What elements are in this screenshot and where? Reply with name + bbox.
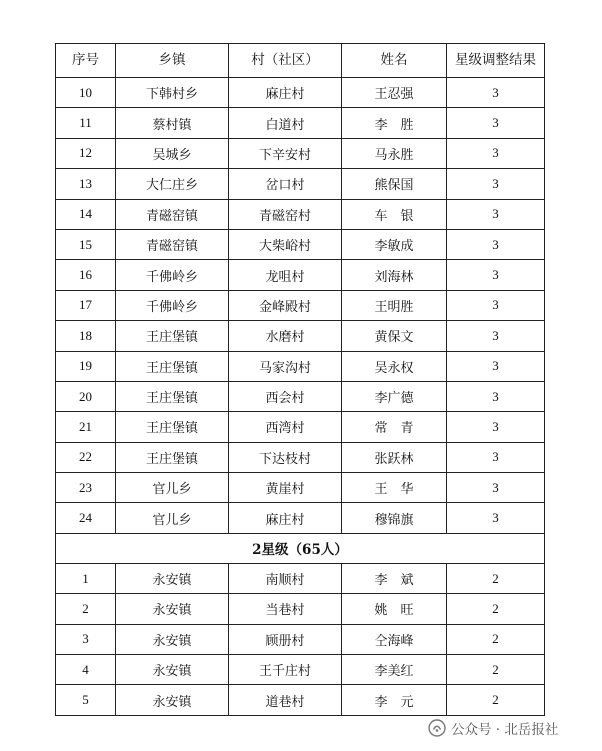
cell-township: 官儿乡: [116, 503, 229, 533]
cell-star-result: 3: [447, 473, 545, 503]
table-row: [56, 442, 545, 472]
document-sheet: [55, 43, 544, 716]
cell-star-result: 3: [447, 381, 545, 411]
cell-index: 20: [56, 381, 116, 411]
cell-star-result: 2: [447, 655, 545, 685]
cell-index: 3: [56, 624, 116, 654]
cell-village: 青磁窑村: [229, 199, 342, 229]
cell-village: 王千庄村: [229, 655, 342, 685]
wechat-official-account-icon: [428, 719, 446, 737]
header-index: 序号: [56, 44, 116, 78]
cell-star-result: 2: [447, 563, 545, 593]
cell-township: 永安镇: [116, 624, 229, 654]
cell-index: 10: [56, 78, 116, 108]
cell-name: 王 华: [342, 473, 447, 503]
cell-village: 当巷村: [229, 594, 342, 624]
cell-name: 常 青: [342, 412, 447, 442]
table-row: [56, 260, 545, 290]
cell-index: 19: [56, 351, 116, 381]
table-row: [56, 199, 545, 229]
cell-village: 岔口村: [229, 169, 342, 199]
cell-index: 16: [56, 260, 116, 290]
table-row: [56, 229, 545, 259]
cell-star-result: 2: [447, 685, 545, 715]
cell-name: 车 银: [342, 199, 447, 229]
cell-star-result: 3: [447, 503, 545, 533]
cell-index: 14: [56, 199, 116, 229]
cell-township: 永安镇: [116, 594, 229, 624]
watermark-text: 公众号 · 北岳报社: [451, 722, 559, 738]
cell-township: 王庄堡镇: [116, 381, 229, 411]
cell-index: 17: [56, 290, 116, 320]
table-row: [56, 412, 545, 442]
cell-village: 马家沟村: [229, 351, 342, 381]
cell-village: 西会村: [229, 381, 342, 411]
table-header-row: [56, 44, 545, 78]
cell-name: 穆锦旗: [342, 503, 447, 533]
table-row: [56, 685, 545, 715]
cell-name: 黄保文: [342, 321, 447, 351]
cell-name: 熊保国: [342, 169, 447, 199]
cell-name: 李 元: [342, 685, 447, 715]
cell-star-result: 3: [447, 199, 545, 229]
table-row: [56, 624, 545, 654]
cell-township: 王庄堡镇: [116, 351, 229, 381]
cell-index: 13: [56, 169, 116, 199]
cell-village: 下辛安村: [229, 138, 342, 168]
cell-name: 李广德: [342, 381, 447, 411]
cell-name: 吴永权: [342, 351, 447, 381]
table-row: [56, 138, 545, 168]
table-row: [56, 655, 545, 685]
cell-township: 王庄堡镇: [116, 442, 229, 472]
cell-name: 王明胜: [342, 290, 447, 320]
table-row: [56, 351, 545, 381]
table-row: [56, 503, 545, 533]
section-divider: [56, 533, 545, 563]
cell-township: 王庄堡镇: [116, 321, 229, 351]
cell-star-result: 3: [447, 78, 545, 108]
table-row: [56, 563, 545, 593]
cell-village: 道巷村: [229, 685, 342, 715]
cell-name: 李敏成: [342, 229, 447, 259]
table-row: [56, 473, 545, 503]
section-title: 2星级（65人）: [56, 533, 545, 563]
cell-star-result: 3: [447, 260, 545, 290]
cell-index: 5: [56, 685, 116, 715]
cell-village: 麻庄村: [229, 503, 342, 533]
cell-star-result: 3: [447, 138, 545, 168]
cell-township: 千佛岭乡: [116, 260, 229, 290]
cell-township: 大仁庄乡: [116, 169, 229, 199]
cell-village: 麻庄村: [229, 78, 342, 108]
header-village: 村（社区）: [229, 44, 342, 78]
cell-name: 马永胜: [342, 138, 447, 168]
cell-star-result: 2: [447, 594, 545, 624]
header-star-result: 星级调整结果: [447, 44, 545, 78]
table-row: [56, 381, 545, 411]
star-rating-table: [55, 43, 545, 716]
cell-index: 21: [56, 412, 116, 442]
cell-index: 18: [56, 321, 116, 351]
cell-index: 22: [56, 442, 116, 472]
cell-township: 永安镇: [116, 563, 229, 593]
cell-name: 李 斌: [342, 563, 447, 593]
cell-village: 龙咀村: [229, 260, 342, 290]
cell-star-result: 3: [447, 321, 545, 351]
cell-township: 青磁窑镇: [116, 199, 229, 229]
table-row: [56, 594, 545, 624]
cell-name: 刘海林: [342, 260, 447, 290]
cell-star-result: 3: [447, 412, 545, 442]
cell-township: 千佛岭乡: [116, 290, 229, 320]
cell-village: 南顺村: [229, 563, 342, 593]
header-name: 姓名: [342, 44, 447, 78]
cell-index: 12: [56, 138, 116, 168]
cell-star-result: 2: [447, 624, 545, 654]
table-row: [56, 321, 545, 351]
cell-village: 下达枝村: [229, 442, 342, 472]
cell-name: 张跃林: [342, 442, 447, 472]
cell-village: 西湾村: [229, 412, 342, 442]
cell-name: 王忍强: [342, 78, 447, 108]
cell-township: 青磁窑镇: [116, 229, 229, 259]
cell-index: 23: [56, 473, 116, 503]
cell-star-result: 3: [447, 169, 545, 199]
cell-name: 姚 旺: [342, 594, 447, 624]
cell-index: 4: [56, 655, 116, 685]
cell-village: 白道村: [229, 108, 342, 138]
cell-name: 李美红: [342, 655, 447, 685]
table-row: [56, 169, 545, 199]
two-star-rows: [56, 563, 545, 715]
cell-village: 金峰殿村: [229, 290, 342, 320]
cell-village: 大柴峪村: [229, 229, 342, 259]
watermark: [428, 718, 558, 738]
cell-township: 蔡村镇: [116, 108, 229, 138]
cell-name: 仝海峰: [342, 624, 447, 654]
cell-index: 24: [56, 503, 116, 533]
cell-index: 15: [56, 229, 116, 259]
section-row: [56, 533, 545, 563]
cell-index: 1: [56, 563, 116, 593]
cell-star-result: 3: [447, 108, 545, 138]
cell-township: 永安镇: [116, 685, 229, 715]
table-row: [56, 78, 545, 108]
cell-star-result: 3: [447, 442, 545, 472]
cell-star-result: 3: [447, 229, 545, 259]
cell-village: 水磨村: [229, 321, 342, 351]
cell-township: 王庄堡镇: [116, 412, 229, 442]
three-star-rows: [56, 78, 545, 534]
cell-township: 永安镇: [116, 655, 229, 685]
cell-township: 吴城乡: [116, 138, 229, 168]
cell-index: 2: [56, 594, 116, 624]
table-row: [56, 290, 545, 320]
cell-township: 官儿乡: [116, 473, 229, 503]
header-township: 乡镇: [116, 44, 229, 78]
cell-village: 黄崖村: [229, 473, 342, 503]
cell-name: 李 胜: [342, 108, 447, 138]
cell-township: 下韩村乡: [116, 78, 229, 108]
cell-village: 顾册村: [229, 624, 342, 654]
cell-star-result: 3: [447, 290, 545, 320]
table-row: [56, 108, 545, 138]
cell-index: 11: [56, 108, 116, 138]
cell-star-result: 3: [447, 351, 545, 381]
